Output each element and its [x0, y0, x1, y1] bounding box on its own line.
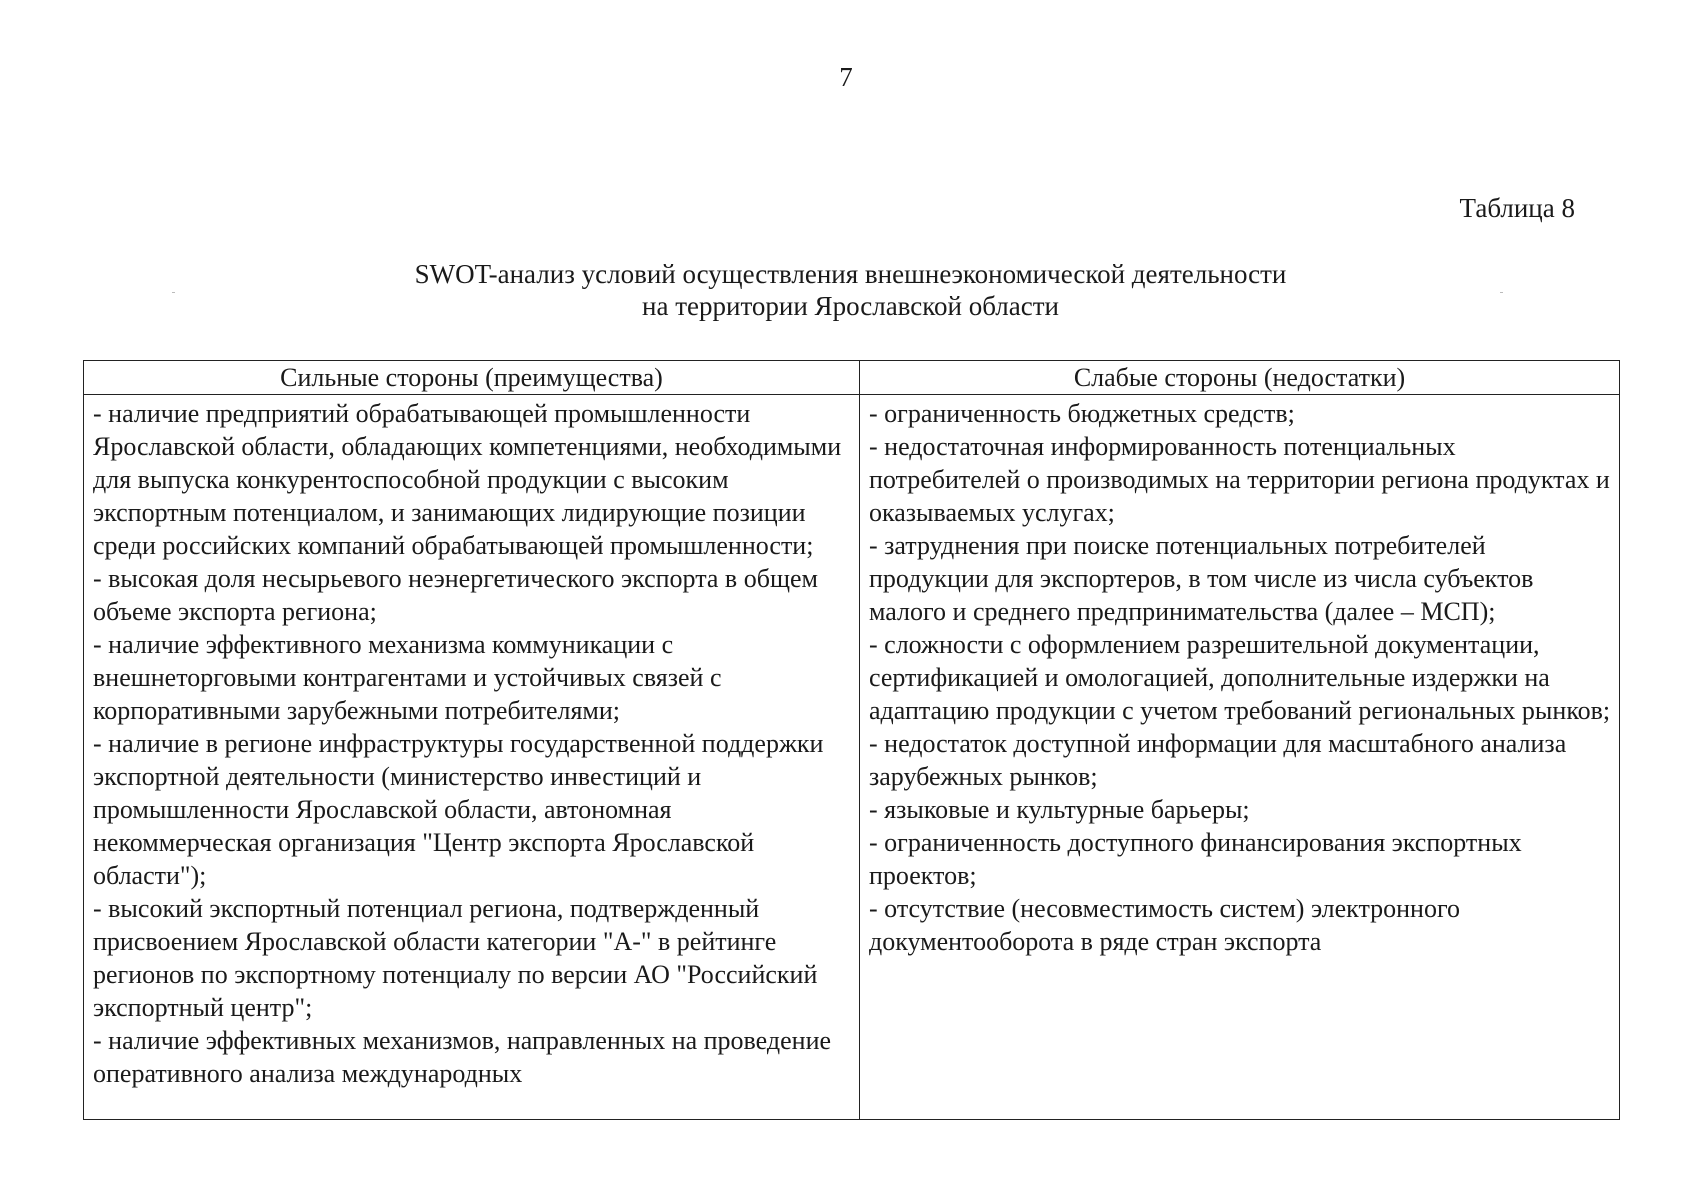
weakness-item: - недостаток доступной информации для масштабного анализа зарубежных рынков; [869, 729, 1567, 791]
weakness-item: - ограниченность бюджетных средств; [869, 399, 1295, 428]
header-strengths: Сильные стороны (преимущества) [84, 361, 860, 395]
table-row [84, 395, 1620, 1120]
strength-item: - наличие предприятий обрабатывающей промышленности Ярославской области, обладающих компетенциями, необходимыми для выпуска конкурентоспособной продукции с высоким экспортным потенциалом, и занимающих лидирующие позиции среди российских компаний обрабатывающей промышленности; [93, 399, 842, 560]
weaknesses-cell [860, 395, 1620, 1120]
weakness-item: - сложности с оформлением разрешительной документации, сертификацией и омологацией, дополнительные издержки на адаптацию продукции с учетом требований региональных рынков; [869, 630, 1611, 725]
swot-table [83, 360, 1620, 1120]
table-reference: Таблица 8 [1459, 193, 1575, 223]
scan-dot [1500, 292, 1503, 293]
title-line-2: на территории Ярославской области [642, 291, 1059, 321]
title-line-1: SWOT-анализ условий осуществления внешнеэкономической деятельности [414, 259, 1287, 289]
weakness-item: - ограниченность доступного финансирования экспортных проектов; [869, 828, 1522, 890]
table-header-row [84, 361, 1620, 395]
page-number: 7 [839, 62, 853, 92]
strength-item: - высокий экспортный потенциал региона, подтвержденный присвоением Ярославской области категории "А-" в рейтинге регионов по экспортному потенциалу по версии АО "Российский экспортный центр"; [93, 894, 818, 1022]
strength-item: - высокая доля несырьевого неэнергетического экспорта в общем объеме экспорта региона; [93, 564, 818, 626]
scan-dot [172, 292, 175, 293]
strength-item: - наличие в регионе инфраструктуры государственной поддержки экспортной деятельности (министерство инвестиций и промышленности Ярославской области, автономная некоммерческая организация "Центр экспорта Ярославской области"); [93, 729, 824, 890]
strength-item: - наличие эффективных механизмов, направленных на проведение оперативного анализа международных [93, 1026, 832, 1088]
strength-item: - наличие эффективного механизма коммуникации с внешнеторговыми контрагентами и устойчивых связей с корпоративными зарубежными потребителями; [93, 630, 722, 725]
weakness-item: - языковые и культурные барьеры; [869, 795, 1250, 824]
weakness-item: - отсутствие (несовместимость систем) электронного документооборота в ряде стран экспорта [869, 894, 1460, 956]
document-title [0, 258, 1697, 322]
weakness-item: - затруднения при поиске потенциальных потребителей продукции для экспортеров, в том числе из числа субъектов малого и среднего предпринимательства (далее – МСП); [869, 531, 1534, 626]
weakness-item: - недостаточная информированность потенциальных потребителей о производимых на территории региона продуктах и оказываемых услугах; [869, 432, 1610, 527]
strengths-cell [84, 395, 860, 1120]
header-weaknesses: Слабые стороны (недостатки) [860, 361, 1620, 395]
